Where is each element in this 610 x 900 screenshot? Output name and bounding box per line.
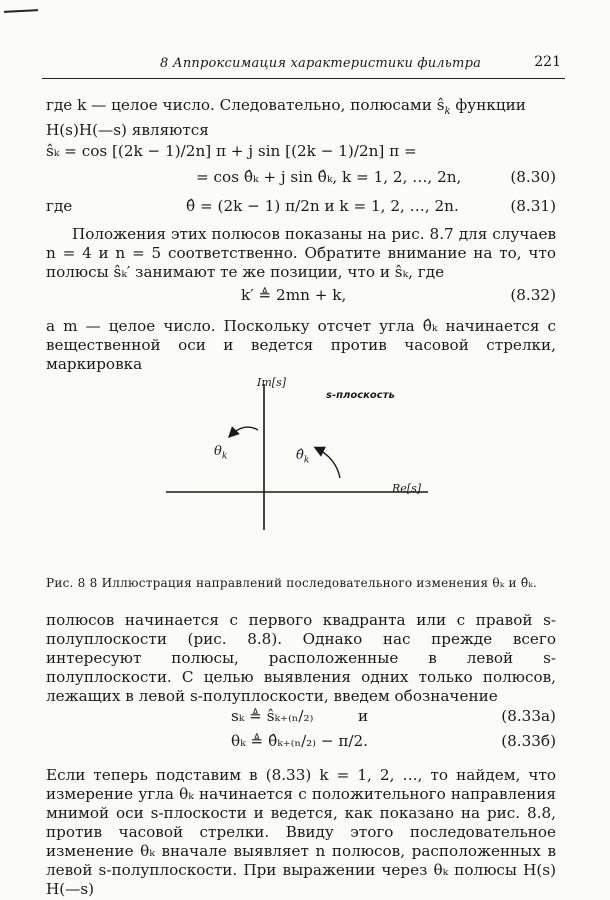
page-number: 221 [534,54,561,70]
equation-831-prefix: где [46,197,73,215]
equation-832-number: (8.32) [510,286,556,304]
paragraph-4: полюсов начинается с первого квадранта или с правой s-полуплоскости (рис. 8.8). Однако нас прежде всего интересуют полюсы, расположенные в левой s-полуплоскости. С целью выявления одних только полюсов, лежащих в левой s-полуплоскости, введем обозначение [46,611,556,705]
s-plane-label: s-плоскость [326,390,395,401]
equation-833b-number: (8.33б) [501,732,556,750]
running-head [42,52,565,79]
equation-833b: θₖ ≜ θ̂ₖ₊₍ₙ/₂₎ − π/2. [231,732,368,750]
figure-8-8 [140,370,560,530]
intro-line-1-sub: k [444,106,451,118]
figure-caption: Рис. 8 8 Иллюстрация направлений последовательного изменения θₖ и θ̂ₖ. [46,576,538,590]
equation-830-a: ŝₖ = cos [(2k − 1)/2n] π + j sin [(2k − 1)/2n] π = [46,142,417,160]
equation-833a-conjunction: и [358,707,369,725]
equation-832-line [46,284,556,306]
intro-line-1-text: где k — целое число. Следовательно, полюсами ŝ [46,96,445,114]
equation-830-line-a [46,140,556,162]
theta-k-label-symbol: θ [214,444,222,459]
real-axis-label: Re[s] [392,482,422,495]
theta-hat-k-label-sub: k [303,455,310,466]
running-head-title: 8 Аппроксимация характеристики фильтра [160,56,482,71]
theta-k-label-sub: k [221,451,228,462]
imaginary-axis-label: Im[s] [257,376,287,389]
equation-830-number: (8.30) [510,168,556,186]
paragraph-3: а m — целое число. Поскольку отсчет угла θ̂ₖ начинается с вещественной оси и ведется против часовой стрелки, маркировка [46,317,556,373]
equation-833a-line [46,705,556,727]
theta-k-label [214,444,227,462]
equation-833a-number: (8.33а) [501,707,556,725]
equation-830-b: = cos θ̂ₖ + j sin θ̂ₖ, k = 1, 2, …, 2n, [196,168,462,186]
equation-831-line [46,195,556,217]
equation-833a: sₖ ≜ ŝₖ₊₍ₙ/₂₎ [231,707,314,725]
intro-line-1-end: функции [450,96,526,114]
theta-hat-k-label-symbol: θ̂ [296,448,304,463]
scan-artifact [4,9,38,13]
intro-line-2: H(s)H(—s) являются [46,121,209,140]
equation-832: k′ ≜ 2mn + k, [241,286,347,304]
intro-paragraph [46,96,556,140]
paragraph-5: Если теперь подставим в (8.33) k = 1, 2, …, то найдем, что измерение угла θₖ начинается с положительного направления мнимой оси s-плоскости и ведется, как показано на рис. 8.8, против часовой стрелки. Ввиду этого последовательное изменение θₖ вначале выявляет n полюсов, расположенных в левой s-полуплоскости. При выражении через θₖ полюсы H(s) H(—s) [46,766,556,898]
theta-hat-k-label [296,448,309,466]
theta-k-arrow [230,427,258,436]
equation-831-number: (8.31) [510,197,556,215]
equation-830-line-b [46,166,556,188]
theta-hat-k-arrow [316,448,340,478]
paragraph-2: Положения этих полюсов показаны на рис. 8.7 для случаев n = 4 и n = 5 соответственно. Обратите внимание на то, что полюсы ŝₖ′ занимают те же позиции, что и ŝₖ, где [46,225,556,281]
intro-line-1 [46,96,556,121]
equation-833b-line [46,730,556,752]
equation-831: θ̂ = (2k − 1) π/2n и k = 1, 2, …, 2n. [186,197,459,215]
